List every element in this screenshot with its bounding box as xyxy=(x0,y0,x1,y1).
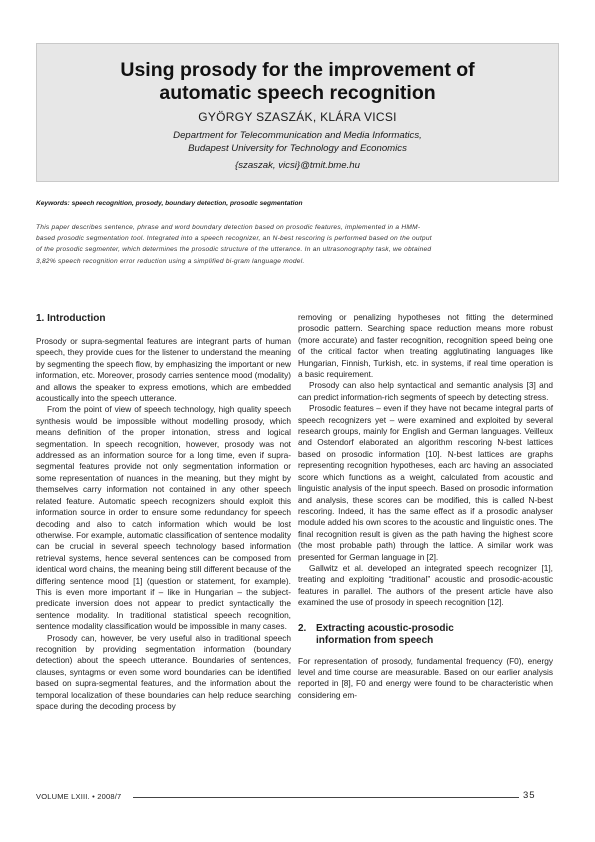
paper-title-line-2: automatic speech recognition xyxy=(159,82,436,104)
keywords-text: speech recognition, prosody, boundary detection, prosodic segmentation xyxy=(71,200,303,207)
abstract-line-3: of the prosodic segmenter, which determines the prosodic structure of the utterance. In an ultrasonography task, we obtained xyxy=(36,246,432,254)
section-2-heading xyxy=(298,623,553,647)
author-email: {szaszak, vicsi}@tmit.bme.hu xyxy=(235,160,360,171)
intro-paragraph-4: Prosody can also help syntactical and semantic analysis [3] and can predict information-rich segments of speech by detecting stress. xyxy=(298,380,553,402)
affiliation-line-1: Department for Telecommunication and Media Informatics, xyxy=(173,130,422,141)
intro-paragraph-6: Gallwitz et al. developed an integrated speech recognizer [1], treating and exploiting “traditional” acoustic and prosodic-acoustic features in parallel. The authors of the present article have also examined the use of prosody in speech recognition [12]. xyxy=(298,562,553,608)
abstract-line-1: This paper describes sentence, phrase and word boundary detection based on prosodic features, implemented in a HMM- xyxy=(36,224,421,231)
abstract-line-2: based prosodic segmentation tool. Integrated into a speech recognizer, an N-best rescoring is performed based on the output xyxy=(36,235,432,243)
title-block xyxy=(36,43,559,182)
section-2-number: 2. xyxy=(298,622,307,634)
section-2-paragraph-1: For representation of prosody, fundamental frequency (F0), energy level and time course are measurable. Based on our earlier analysis reported in [8], F0 and energy were found to be characteristic when considering em- xyxy=(298,655,553,700)
intro-paragraph-5: Prosodic features – even if they have not became integral parts of speech recognizers yet – were examined and exploited by several research groups, mainly for English and German languages. Veilleux and Ostendorf elaborated an algorithm rescoring N-best lattices based on prosodic information [10]. N-best lattices are graphs representing recognition hypotheses, each arc having an associated score which functions as a weight, calculated from acoustic and linguistic analysis of the input speech. Based on prosodic information and analysis, these scores can be modified, this is called N-best rescoring. Indeed, it has the same effect as if a prosodic analyser module added his own scores to the acoustic and linguistic ones. The final recognition result is given as the path having the highest score (the most probable path) through the lattice. A similar work was presented for German language in [2]. xyxy=(298,403,553,562)
intro-paragraph-3: Prosody can, however, be very useful also in traditional speech recognition by providing segmentation information (boundary detection) about the speech utterance. Boundaries of sentences, clauses, syntagms or even some word boundaries can be identified based on supra-segmental features, and the information about the temporal localization of these boundaries can help reduce searching space during the decoding process by xyxy=(36,632,291,711)
affiliation-line-2: Budapest University for Technology and Economics xyxy=(188,142,407,154)
intro-paragraph-1: Prosody or supra-segmental features are integrant parts of human speech, they provide cues for the listener to understand the meaning by segmenting the speech flow, by emphasizing the important or new information, etc. Moreover, prosody carries sentence mood (modality) and allows the speaker to express emotions, which are embedded acoustically into the speech utterance. xyxy=(36,336,292,404)
paper-title-line-1: Using prosody for the improvement of xyxy=(120,59,475,81)
section-2-title-line-1: Extracting acoustic-prosodic xyxy=(316,622,454,634)
paper-title xyxy=(57,59,538,105)
footer-volume: VOLUME LXIII. • 2008/7 xyxy=(36,792,122,801)
keywords-label: Keywords: xyxy=(36,200,70,207)
left-column xyxy=(36,306,291,712)
abstract xyxy=(36,222,561,267)
intro-paragraph-3-continued: removing or penalizing hypotheses not fitting the determined prosodic pattern. Searching space reduction means more robust (more accurate) and faster recognition, recognition speed being one of the critical factor when treating agglutinating languages like Hungarian, Finnish, Turkish, etc. in systems, if real time operation is a basic requirement. xyxy=(298,312,553,380)
abstract-line-4: 3,82% speech recognition error reduction using a simplified bi-gram language model. xyxy=(36,257,305,265)
affiliation xyxy=(37,130,558,155)
keywords xyxy=(36,200,559,207)
intro-paragraph-2: From the point of view of speech technology, high quality speech synthesis would be impossible without modelling prosody, which means definition of the proper intonation, stress and logical segmentation. In speech recognition, however, prosody was not addressed as an information source for a long time, even if supra-segmental features provide not only segmentation information or some representation of nuances in the meaning, but they might by themselves carry information not contained in any other speech related feature. Automatic speech recognizers should exploit this information source in order to ensure some redundancy for speech decoding and also to catch information which would be lost otherwise. For example, automatic classification of sentence modality can be crucial in several speech technology based information retrieval systems, hence several sentences can be composed from identical word chains, the meaning being still different because of the differing sentence mood [1] (question or statement, for example). This is even more important if – like in Hungarian – the subject-predicate inversion does not appear to predict syntactically the sentence modality. In traditional statistical speech recognition, sentence modality classification would be impossible in many cases. xyxy=(36,404,291,632)
authors: GYÖRGY SZASZÁK, KLÁRA VICSI xyxy=(198,110,397,124)
section-2-title-line-2: information from speech xyxy=(316,634,434,646)
page-number: 35 xyxy=(523,790,536,801)
footer-divider xyxy=(133,797,519,798)
section-1-heading: 1. Introduction xyxy=(36,313,106,324)
section-2-title xyxy=(316,623,454,647)
right-column xyxy=(298,312,553,701)
